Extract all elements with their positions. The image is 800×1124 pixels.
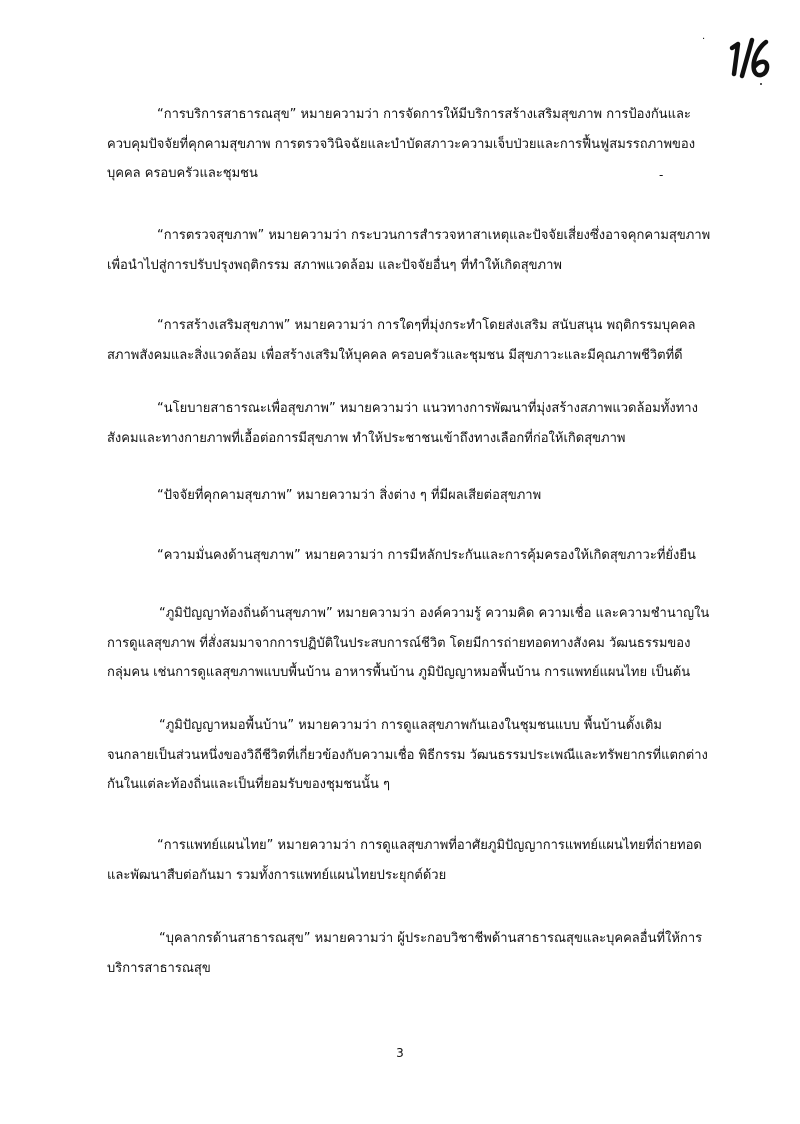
paragraph-line: “การตรวจสุขภาพ” หมายความว่า กระบวนการสำรวจหาสาเหตุและปัจจัยเสี่ยงซึ่งอาจคุกคามสุขภาพ: [157, 228, 711, 243]
paragraph-line: “ภูมิปัญญาหมอพื้นบ้าน” หมายความว่า การดูแลสุขภาพกันเองในชุมชนแบบ พื้นบ้านดั้งเดิม: [159, 718, 662, 733]
paragraph-line: สภาพสังคมและสิ่งแวดล้อม เพื่อสร้างเสริมให้บุคคล ครอบครัวและชุมชน มีสุขภาวะและมีคุณภาพชีวิตที่ดี: [107, 347, 683, 363]
definition-health-check: [107, 221, 737, 280]
paragraph-line: “ความมั่นคงด้านสุขภาพ” หมายความว่า การมีหลักประกันและการคุ้มครองให้เกิดสุขภาวะที่ยั่งยืน: [157, 548, 696, 563]
page-number: 3: [396, 1046, 404, 1060]
paragraph-line: บริการสาธารณสุข: [107, 960, 211, 976]
definition-healthy-public-policy: [107, 394, 737, 453]
definition-thai-traditional-medicine: [107, 831, 737, 890]
definition-folk-healer-wisdom: [107, 711, 737, 800]
paragraph-line: และพัฒนาสืบต่อกันมา รวมทั้งการแพทย์แผนไทยประยุกต์ด้วย: [107, 867, 447, 883]
stray-dot-mark: [760, 83, 762, 85]
paragraph-line: ควบคุมปัจจัยที่คุกคามสุขภาพ การตรวจวินิจฉัยและบำบัดสภาวะความเจ็บป่วยและการฟื้นฟูสมรรถภาพของ: [107, 136, 696, 152]
paragraph-line: สังคมและทางกายภาพที่เอื้อต่อการมีสุขภาพ ทำให้ประชาชนเข้าถึงทางเลือกที่ก่อให้เกิดสุขภาพ: [107, 430, 626, 446]
paragraph-line: การดูแลสุขภาพ ที่สั่งสมมาจากการปฏิบัติในประสบการณ์ชีวิต โดยมีการถ่ายทอดทางสังคม วัฒนธรรมของ: [107, 635, 691, 651]
paragraph-line: “การบริการสาธารณสุข” หมายความว่า การจัดการให้มีบริการสร้างเสริมสุขภาพ การป้องกันและ: [157, 107, 691, 122]
paragraph-line: “ปัจจัยที่คุกคามสุขภาพ” หมายความว่า สิ่งต่าง ๆ ที่มีผลเสียต่อสุขภาพ: [157, 488, 542, 503]
paragraph-line: “บุคลากรด้านสาธารณสุข” หมายความว่า ผู้ประกอบวิชาชีพด้านสาธารณสุขและบุคคลอื่นที่ให้การ: [159, 931, 703, 946]
definition-public-health-personnel: [107, 924, 737, 983]
definition-health-promotion: [107, 311, 737, 370]
definition-health-threats: [107, 481, 737, 511]
paragraph-line: กันในแต่ละท้องถิ่นและเป็นที่ยอมรับของชุมชนนั้น ๆ: [107, 777, 390, 792]
svg-text:·: ·: [702, 34, 706, 45]
paragraph-line: กลุ่มคน เช่นการดูแลสุขภาพแบบพื้นบ้าน อาหารพื้นบ้าน ภูมิปัญญาหมอพื้นบ้าน การแพทย์แผนไทย เป็นต้น: [107, 665, 691, 680]
paragraph-line: “การแพทย์แผนไทย” หมายความว่า การดูแลสุขภาพที่อาศัยภูมิปัญญาการแพทย์แผนไทยที่ถ่ายทอด: [157, 838, 702, 853]
definition-local-health-wisdom: [107, 599, 737, 688]
paragraph-line: เพื่อนำไปสู่การปรับปรุงพฤติกรรม สภาพแวดล้อม และปัจจัยอื่นๆ ที่ทำให้เกิดสุขภาพ: [107, 257, 562, 273]
paragraph-line: “นโยบายสาธารณะเพื่อสุขภาพ” หมายความว่า แนวทางการพัฒนาที่มุ่งสร้างสภาพแวดล้อมทั้งทาง: [157, 401, 698, 416]
definition-public-health-service: [107, 100, 737, 189]
paragraph-line: จนกลายเป็นส่วนหนึ่งของวิถีชีวิตที่เกี่ยวข้องกับความเชื่อ พิธีกรรม วัฒนธรรมประเพณีและทรัพยากรที่แตกต่าง: [107, 747, 708, 763]
paragraph-line: “ภูมิปัญญาท้องถิ่นด้านสุขภาพ” หมายความว่า องค์ความรู้ ความคิด ความเชื่อ และความชำนาญใน: [159, 606, 710, 621]
paragraph-line: บุคคล ครอบครัวและชุมชน: [107, 166, 258, 181]
definition-health-security: [107, 541, 737, 571]
handwritten-page-mark: [700, 30, 780, 90]
paragraph-line: “การสร้างเสริมสุขภาพ” หมายความว่า การใดๆที่มุ่งกระทำโดยส่งเสริม สนับสนุน พฤติกรรมบุคคล: [157, 318, 696, 333]
stray-dash-mark: -: [659, 168, 664, 182]
